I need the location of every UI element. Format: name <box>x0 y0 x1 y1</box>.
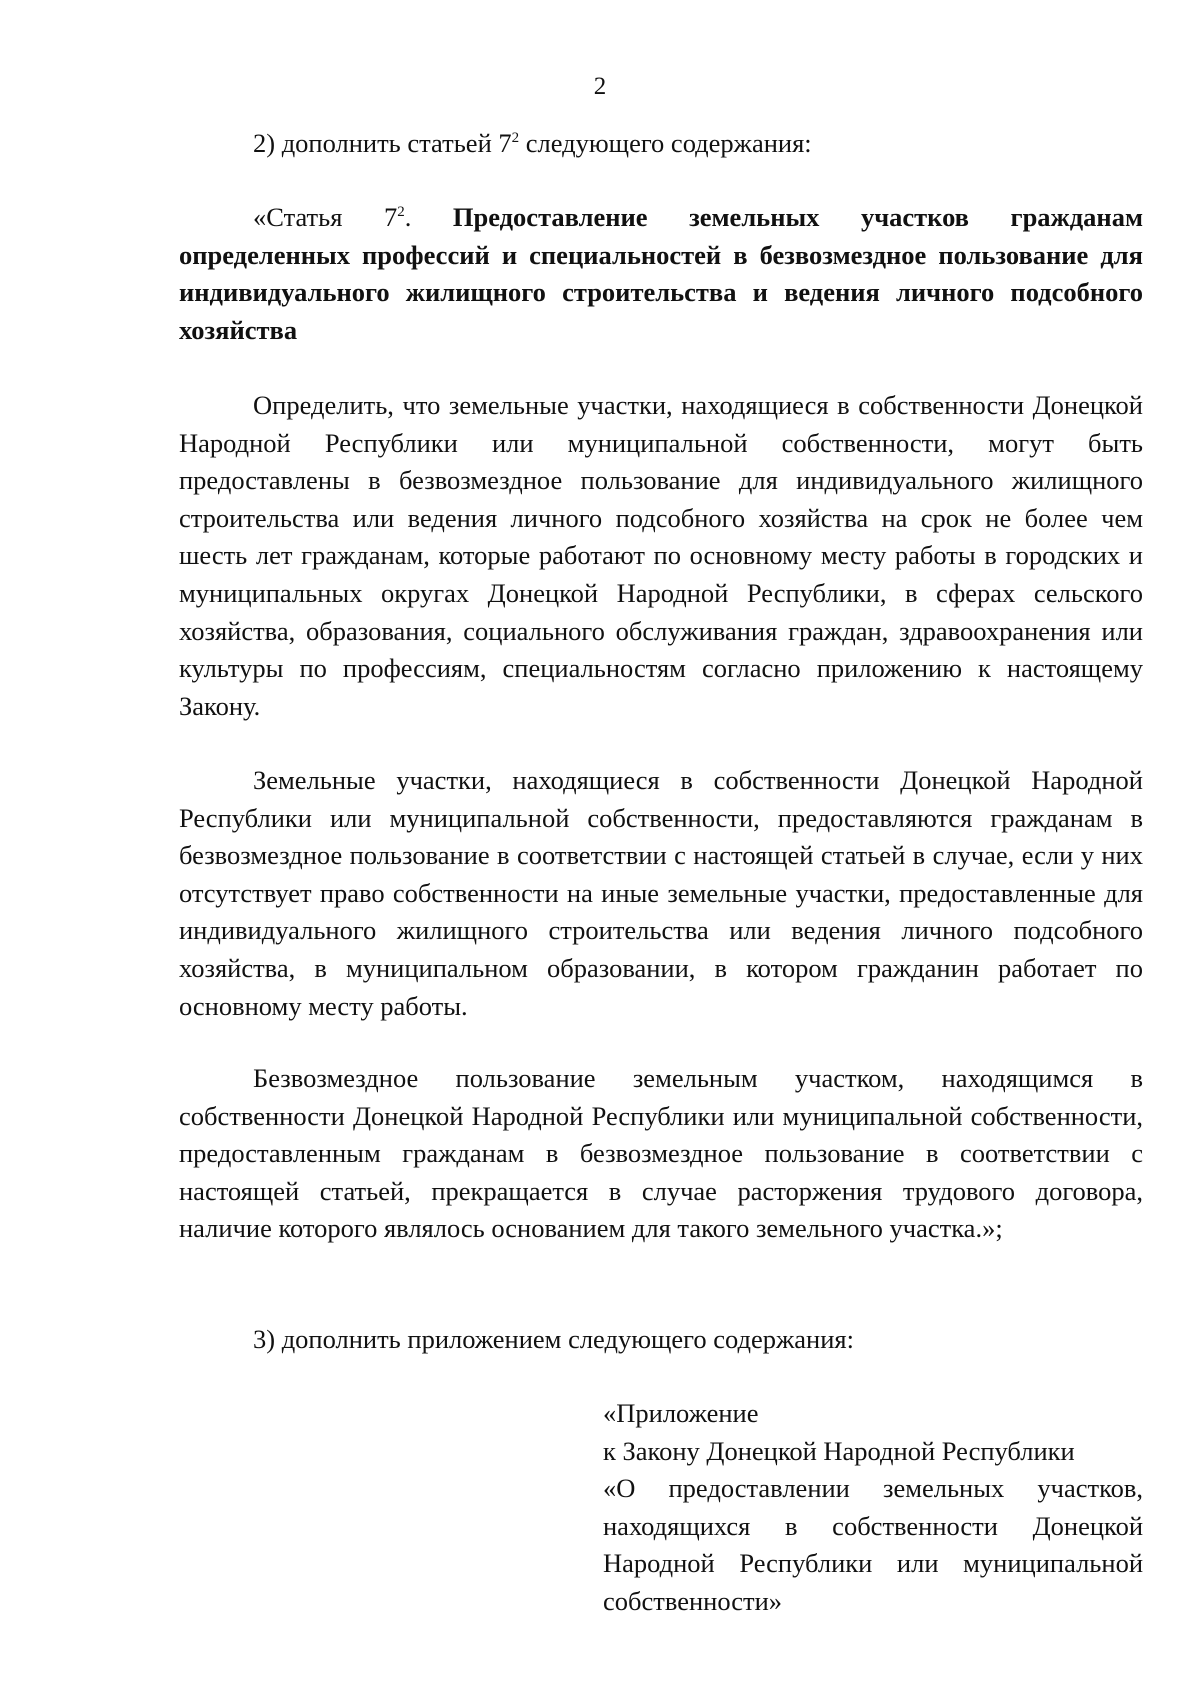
paragraph-3: Безвозмездное пользование земельным участком, находящимся в собственности Донецкой Народной Республики или муниципальной собственности, предоставленным гражданам в безвозмездное пользование в соответствии с настоящей статьей, прекращается в случае расторжения трудового договора, наличие которого являлось основанием для такого земельного участка.»; <box>179 1063 1143 1244</box>
superscript: 2 <box>511 130 520 147</box>
paragraph-2: Земельные участки, находящиеся в собственности Донецкой Народной Республики или муниципальной собственности, предоставляются гражданам в безвозмездное пользование в соответствии с настоящей статьей в случае, если у них отсутствует право собственности на иные земельные участки, предоставленные для индивидуального жилищного строительства или ведения личного подсобного хозяйства, в муниципальном образовании, в котором гражданин работает по основному месту работы. <box>179 765 1143 1021</box>
appendix-header <box>603 1395 1143 1621</box>
article-heading <box>179 199 1143 349</box>
amendment-item-2-text-end: следующего содержания: <box>519 128 812 158</box>
article-dot: . <box>404 202 453 232</box>
amendment-item-2-text: 2) дополнить статьей 7 <box>253 128 512 158</box>
amendment-item-2 <box>179 125 1143 163</box>
paragraph-1: Определить, что земельные участки, находящиеся в собственности Донецкой Народной Республики или муниципальной собственности, могут быть предоставлены в безвозмездное пользование для индивидуального жилищного строительства или ведения личного подсобного хозяйства на срок не более чем шесть лет гражданам, которые работают по основному месту работы в городских и муниципальных округах Донецкой Народной Республики, в сферах сельского хозяйства, образования, социального обслуживания граждан, здравоохранения или культуры по профессиям, специальностям согласно приложению к настоящему Закону. <box>179 390 1143 721</box>
appendix-law-title: «О предоставлении земельных участков, находящихся в собственности Донецкой Народной Республики или муниципальной собственности» <box>603 1473 1143 1616</box>
superscript: 2 <box>397 204 405 221</box>
appendix-label: «Приложение <box>603 1398 759 1428</box>
article-title: Предоставление земельных участков гражданам определенных профессий и специальностей в безвозмездное пользование для индивидуального жилищного строительства и ведения личного подсобного хозяйства <box>179 202 1144 345</box>
amendment-item-3: 3) дополнить приложением следующего содержания: <box>253 1324 854 1354</box>
page-number: 2 <box>593 73 607 100</box>
article-number: «Статья 7 <box>253 202 398 232</box>
appendix-law-reference: к Закону Донецкой Народной Республики <box>603 1435 1075 1466</box>
